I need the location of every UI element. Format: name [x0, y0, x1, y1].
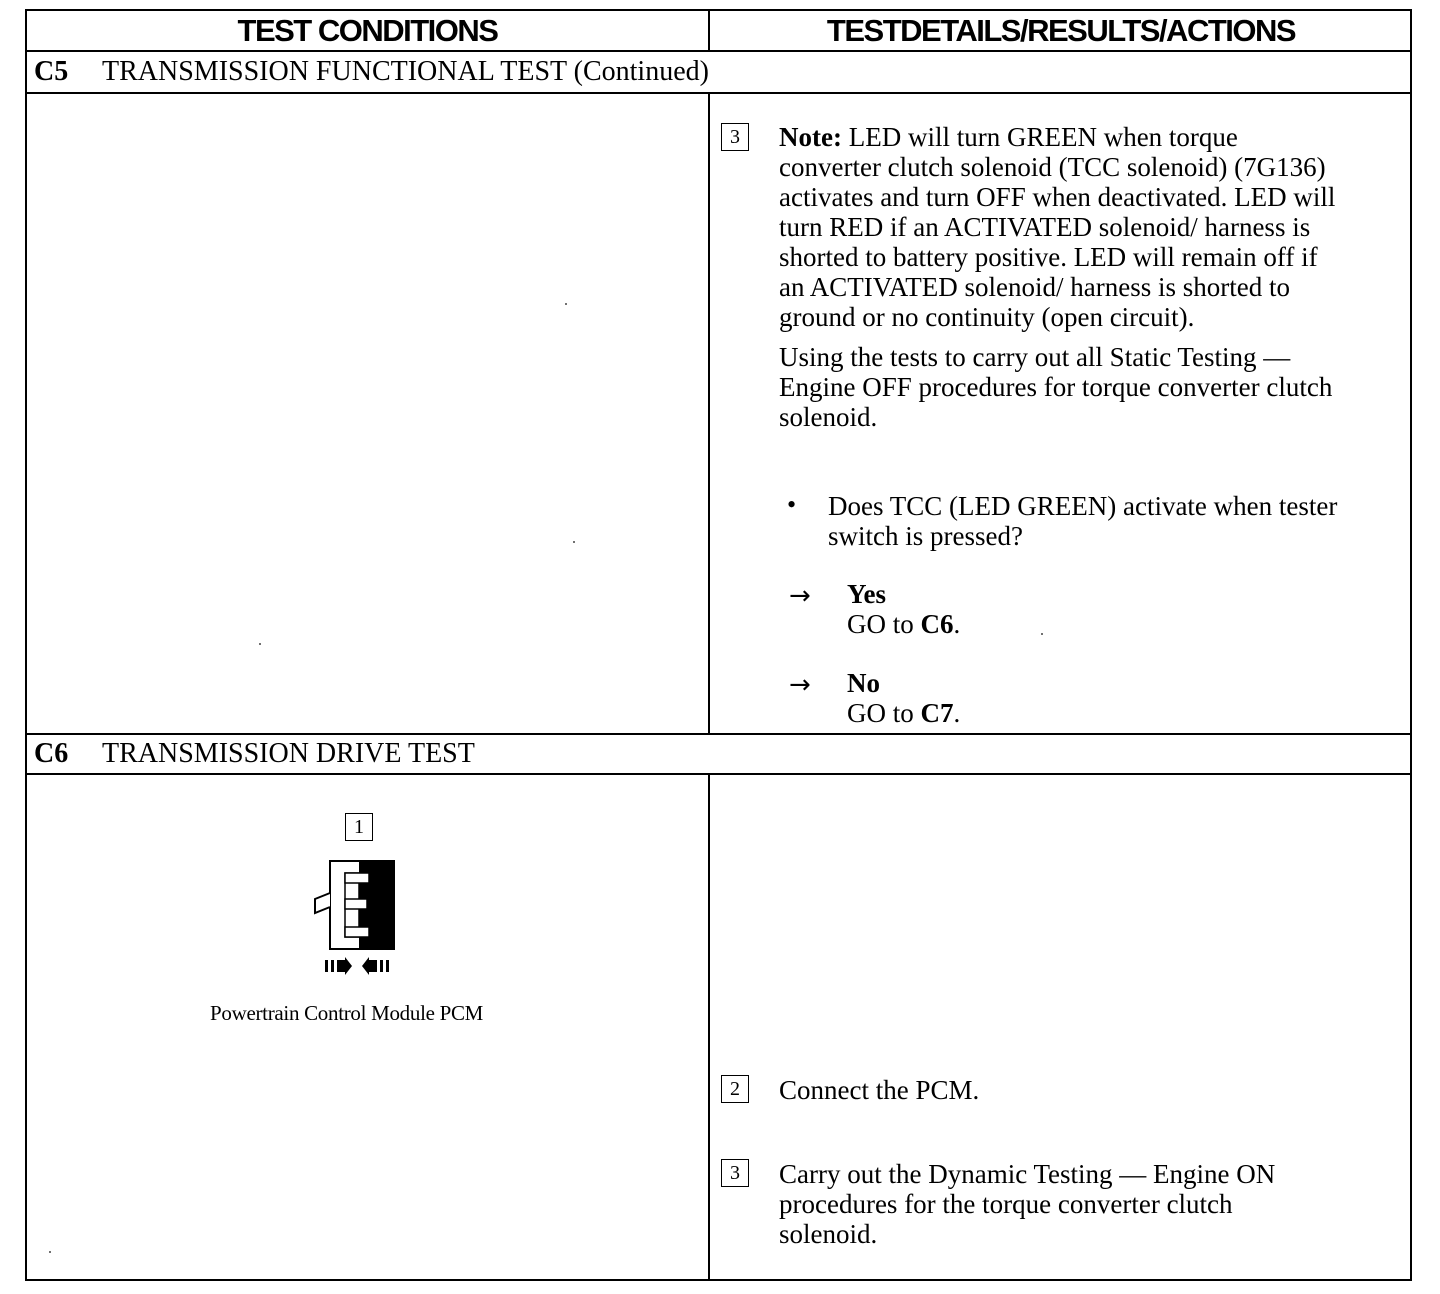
- column-divider: [708, 775, 710, 1281]
- step-number-box: 3: [721, 123, 749, 151]
- header-test-details: TESTDETAILS/RESULTS/ACTIONS: [710, 11, 1412, 52]
- no-label: No: [847, 668, 880, 698]
- pcm-connector-icon: [307, 859, 399, 979]
- yes-label: Yes: [847, 579, 886, 609]
- no-branch: No GO to C7.: [847, 668, 961, 728]
- note-line: turn RED if an ACTIVATED solenoid/ harness is: [779, 212, 1311, 242]
- question-line: Does TCC (LED GREEN) activate when tester: [828, 491, 1338, 521]
- note-line: LED will turn GREEN when torque: [848, 122, 1238, 152]
- scan-speck: [49, 1251, 51, 1253]
- step-note: [779, 122, 1409, 332]
- instruction-line: Engine OFF procedures for torque converter clutch: [779, 372, 1333, 402]
- go-to-text: GO to: [847, 698, 914, 728]
- dynamic-line: Carry out the Dynamic Testing — Engine ON: [779, 1159, 1276, 1189]
- scan-speck: [573, 541, 575, 543]
- step-dynamic-testing: [779, 1159, 1399, 1249]
- step-question: [828, 491, 1408, 551]
- instruction-line: solenoid.: [779, 402, 878, 432]
- note-line: activates and turn OFF when deactivated. LED will: [779, 182, 1336, 212]
- yes-branch: Yes GO to C6.: [847, 579, 961, 639]
- note-line: an ACTIVATED solenoid/ harness is shorted to: [779, 272, 1290, 302]
- dynamic-line: procedures for the torque converter clutch: [779, 1189, 1233, 1219]
- scan-speck: [565, 303, 567, 305]
- step-number-box: 2: [721, 1075, 749, 1103]
- go-to-target: C6: [920, 609, 954, 639]
- section-title: TRANSMISSION DRIVE TEST: [102, 738, 475, 769]
- go-to-target: C7: [920, 698, 954, 728]
- test-procedure-table: [25, 9, 1412, 1281]
- arrow-right-icon: →: [789, 670, 811, 700]
- bullet-icon: •: [787, 490, 797, 519]
- step-connect-pcm: Connect the PCM.: [779, 1075, 980, 1105]
- section-title: TRANSMISSION FUNCTIONAL TEST (Continued): [102, 56, 709, 87]
- note-line: converter clutch solenoid (TCC solenoid) (7G136): [779, 152, 1326, 182]
- note-line: ground or no continuity (open circuit).: [779, 302, 1195, 332]
- arrow-right-icon: →: [789, 581, 811, 611]
- section-code: C6: [34, 738, 69, 769]
- dynamic-line: solenoid.: [779, 1219, 878, 1249]
- step-instruction: [779, 342, 1409, 432]
- go-to-text: GO to: [847, 609, 914, 639]
- scan-speck: [259, 643, 261, 645]
- column-divider: [708, 94, 710, 733]
- question-line: switch is pressed?: [828, 521, 1023, 551]
- section-c6-heading: [27, 733, 1410, 775]
- step-number-box: 3: [721, 1159, 749, 1187]
- step-number-box: 1: [345, 813, 373, 841]
- scan-speck: [1041, 633, 1043, 635]
- header-test-conditions: TEST CONDITIONS: [27, 11, 710, 52]
- instruction-line: Using the tests to carry out all Static Testing —: [779, 342, 1291, 372]
- note-label: Note:: [779, 122, 842, 152]
- section-c5-heading: [27, 52, 1410, 94]
- section-code: C5: [34, 56, 69, 87]
- pcm-caption: Powertrain Control Module PCM: [210, 1001, 484, 1025]
- note-line: shorted to battery positive. LED will remain off if: [779, 242, 1318, 272]
